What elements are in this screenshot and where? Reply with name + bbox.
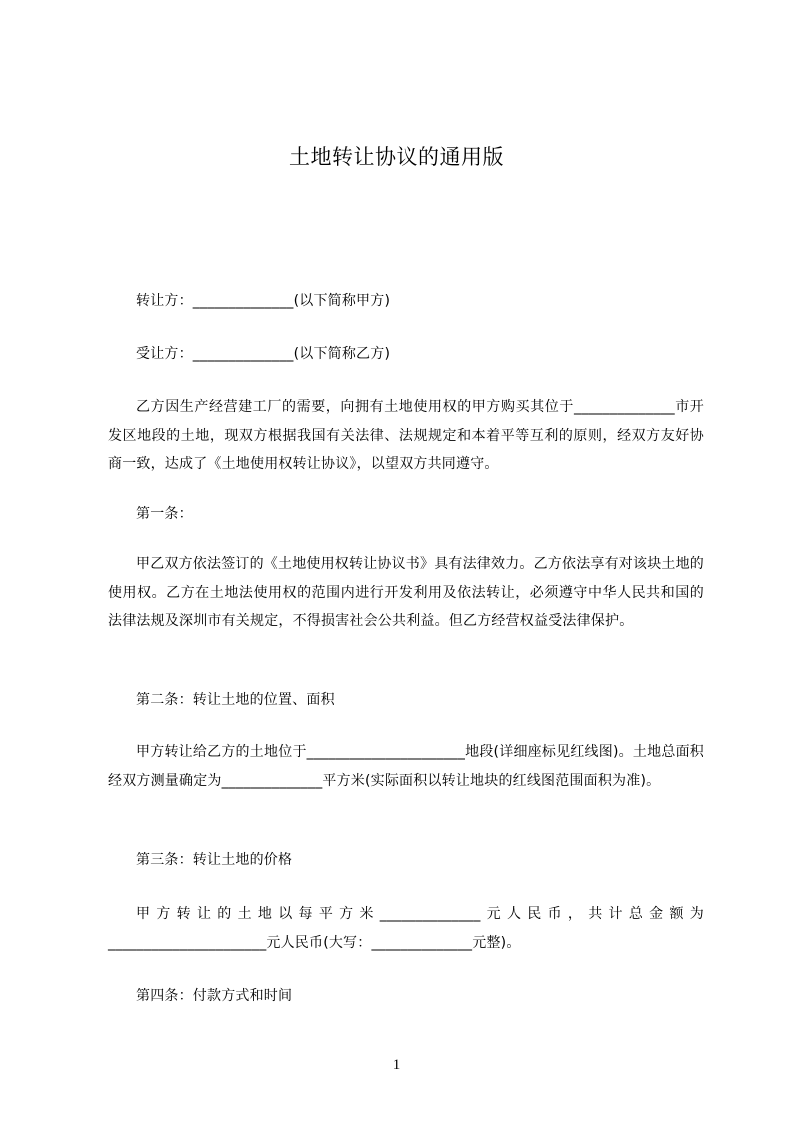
article-2-body: 甲方转让给乙方的土地位于______________________地段(详细座标见红线图)。土地总面积经双方测量确定为______________平方米(实际面积以转让地块的红线图范围面积为准)。 (108, 744, 704, 789)
preamble-paragraph: 乙方因生产经营建工厂的需要，向拥有土地使用权的甲方购买其位于______________市开发区地段的土地，现双方根据我国有关法律、法规规定和本着平等互利的原则，经双方友好协商一致，达成了《土地使用权转让协议》，以望双方共同遵守。 (108, 399, 704, 472)
article-1-body: 甲乙双方依法签订的《土地使用权转让协议书》具有法律效力。乙方依法享有对该块土地的使用权。乙方在土地法使用权的范围内进行开发利用及依法转让，必须遵守中华人民共和国的法律法规及深圳市有关规定，不得损害社会公共利益。但乙方经营权益受法律保护。 (108, 556, 704, 629)
page-number: 1 (392, 1057, 401, 1073)
article-2-heading: 第二条：转让土地的位置、面积 (136, 692, 335, 708)
document-title: 土地转让协议的通用版 (289, 145, 504, 169)
article-4-heading: 第四条：付款方式和时间 (136, 988, 293, 1004)
transferor-line: 转让方：______________(以下简称甲方) (136, 293, 391, 309)
article-3-heading: 第三条：转让土地的价格 (136, 852, 293, 868)
article-3-body: 甲方转让的土地以每平方米______________元人民币，共计总金额为______________________元人民币(大写：______________元整)。 (108, 906, 704, 951)
transferee-line: 受让方：______________(以下简称乙方) (136, 346, 391, 362)
article-1-heading: 第一条： (136, 506, 193, 522)
